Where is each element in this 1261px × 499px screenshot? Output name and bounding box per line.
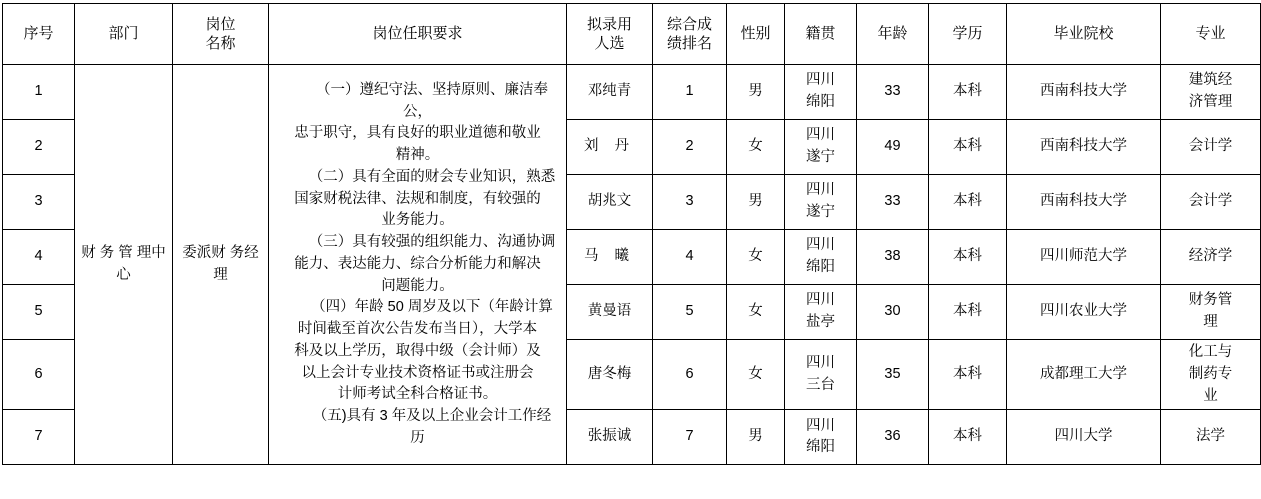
req-line: （一）遵纪守法、坚持原则、廉洁奉公， — [316, 81, 548, 120]
header-cell-gender: 性别 — [727, 4, 785, 65]
cell-rank: 1 — [653, 65, 727, 120]
cell-requirements — [269, 65, 567, 465]
cell-age: 30 — [857, 285, 929, 340]
origin-line1: 四川 — [806, 72, 835, 89]
cell-candidate-name: 黄曼语 — [567, 285, 653, 340]
cell-origin — [785, 120, 857, 175]
origin-line1: 四川 — [806, 182, 835, 199]
major-line1: 化工与 — [1188, 344, 1233, 360]
req-line: 能力、表达能力、综合分析能力和解决 — [294, 255, 541, 272]
cell-gender: 女 — [727, 230, 785, 285]
cell-origin — [785, 410, 857, 465]
cell-education: 本科 — [929, 65, 1007, 120]
cell-education: 本科 — [929, 410, 1007, 465]
req-line: （二）具有全面的财会专业知识，熟悉 — [308, 168, 556, 185]
cell-major — [1161, 285, 1261, 340]
cell-education: 本科 — [929, 285, 1007, 340]
req-line: 计师考试全科合格证书。 — [337, 386, 498, 403]
table-row — [3, 65, 1261, 120]
cell-age: 33 — [857, 175, 929, 230]
cell-rank: 5 — [653, 285, 727, 340]
cell-origin — [785, 175, 857, 230]
header-post-line1: 岗位 — [205, 15, 236, 33]
header-candidate-line2: 人选 — [594, 35, 625, 52]
origin-line2: 绵阳 — [806, 439, 835, 456]
cell-education: 本科 — [929, 340, 1007, 410]
cell-origin — [785, 285, 857, 340]
cell-school: 成都理工大学 — [1007, 340, 1161, 410]
req-line: （三）具有较强的组织能力、沟通协调 — [308, 234, 556, 250]
cell-candidate-name: 马 曦 — [567, 230, 653, 285]
cell-major: 经济学 — [1161, 230, 1261, 285]
cell-candidate-name: 胡兆文 — [567, 175, 653, 230]
cell-major — [1161, 65, 1261, 120]
header-cell-requirements: 岗位任职要求 — [269, 4, 567, 65]
cell-candidate-name: 唐冬梅 — [567, 340, 653, 410]
req-line: 国家财税法律、法规和制度，有较强的 — [294, 190, 541, 207]
cell-no: 5 — [3, 285, 75, 340]
header-cell-origin: 籍贯 — [785, 4, 857, 65]
cell-rank: 4 — [653, 230, 727, 285]
cell-no: 4 — [3, 230, 75, 285]
cell-gender: 男 — [727, 175, 785, 230]
cell-candidate-name: 邓纯青 — [567, 65, 653, 120]
cell-gender: 男 — [727, 65, 785, 120]
table-header-row — [3, 4, 1261, 65]
req-line: 时间截至首次公告发布当日），大学本 — [297, 321, 538, 337]
major-line2: 理 — [1203, 314, 1218, 330]
origin-line1: 四川 — [806, 237, 835, 254]
cell-school: 西南科技大学 — [1007, 175, 1161, 230]
major-line2: 制药专 — [1188, 365, 1233, 382]
header-candidate-line1: 拟录用 — [586, 15, 632, 33]
origin-line2: 盐亭 — [806, 314, 835, 330]
cell-age: 35 — [857, 340, 929, 410]
cell-age: 38 — [857, 230, 929, 285]
recruitment-results-table-sheet — [0, 3, 1233, 499]
cell-rank: 2 — [653, 120, 727, 175]
major-line1: 财务管 — [1188, 292, 1233, 309]
cell-gender: 女 — [727, 285, 785, 340]
header-cell-age: 年龄 — [857, 4, 929, 65]
major-line1: 建筑经 — [1188, 72, 1233, 89]
header-cell-post — [173, 4, 269, 65]
cell-origin — [785, 340, 857, 410]
cell-no: 1 — [3, 65, 75, 120]
results-table — [2, 3, 1261, 465]
req-line: 业务能力。 — [381, 212, 454, 229]
major-line3: 业 — [1203, 387, 1218, 404]
cell-rank: 6 — [653, 340, 727, 410]
major-line2: 济管理 — [1188, 94, 1233, 110]
origin-line2: 遂宁 — [806, 149, 835, 165]
cell-education: 本科 — [929, 230, 1007, 285]
req-line: 以上会计专业技术资格证书或注册会 — [301, 364, 534, 381]
header-cell-school: 毕业院校 — [1007, 4, 1161, 65]
cell-candidate-name: 张振诚 — [567, 410, 653, 465]
origin-line1: 四川 — [806, 354, 835, 371]
req-line: （五)具有 3 年及以上企业会计工作经 — [312, 408, 552, 424]
req-line: （四）年龄 50 周岁及以下（年龄计算 — [311, 299, 553, 316]
cell-school: 西南科技大学 — [1007, 65, 1161, 120]
cell-gender: 女 — [727, 120, 785, 175]
header-cell-major: 专业 — [1161, 4, 1261, 65]
cell-rank: 7 — [653, 410, 727, 465]
cell-school: 四川师范大学 — [1007, 230, 1161, 285]
cell-school: 四川大学 — [1007, 410, 1161, 465]
cell-age: 36 — [857, 410, 929, 465]
cell-no: 7 — [3, 410, 75, 465]
cell-school: 四川农业大学 — [1007, 285, 1161, 340]
header-rank-line1: 综合成 — [666, 15, 712, 33]
header-cell-no: 序号 — [3, 4, 75, 65]
cell-gender: 男 — [727, 410, 785, 465]
req-line: 忠于职守，具有良好的职业道德和敬业 — [294, 125, 541, 142]
origin-line2: 三台 — [806, 376, 835, 393]
cell-education: 本科 — [929, 175, 1007, 230]
cell-major: 会计学 — [1161, 175, 1261, 230]
req-line: 精神。 — [395, 147, 440, 163]
origin-line1: 四川 — [806, 292, 835, 309]
header-post-line2: 名称 — [205, 35, 236, 52]
cell-gender: 女 — [727, 340, 785, 410]
req-line: 历 — [410, 429, 425, 446]
origin-line1: 四川 — [806, 417, 835, 434]
cell-education: 本科 — [929, 120, 1007, 175]
header-cell-candidate — [567, 4, 653, 65]
cell-no: 6 — [3, 340, 75, 410]
cell-origin — [785, 230, 857, 285]
origin-line2: 遂宁 — [806, 204, 835, 220]
cell-no: 2 — [3, 120, 75, 175]
cell-major: 法学 — [1161, 410, 1261, 465]
cell-major — [1161, 340, 1261, 410]
cell-post-name: 委派财 务经理 — [173, 65, 269, 465]
origin-line2: 绵阳 — [806, 259, 835, 275]
cell-major: 会计学 — [1161, 120, 1261, 175]
cell-department: 财 务 管 理中心 — [75, 65, 173, 465]
req-line: 科及以上学历，取得中级（会计师）及 — [294, 342, 541, 359]
cell-no: 3 — [3, 175, 75, 230]
cell-age: 49 — [857, 120, 929, 175]
header-cell-education: 学历 — [929, 4, 1007, 65]
cell-school: 西南科技大学 — [1007, 120, 1161, 175]
req-line: 问题能力。 — [381, 277, 454, 294]
cell-rank: 3 — [653, 175, 727, 230]
header-cell-rank — [653, 4, 727, 65]
header-rank-line2: 绩排名 — [666, 35, 712, 52]
origin-line1: 四川 — [806, 127, 835, 144]
origin-line2: 绵阳 — [806, 94, 835, 110]
header-cell-dept: 部门 — [75, 4, 173, 65]
cell-age: 33 — [857, 65, 929, 120]
cell-candidate-name: 刘 丹 — [567, 120, 653, 175]
cell-origin — [785, 65, 857, 120]
